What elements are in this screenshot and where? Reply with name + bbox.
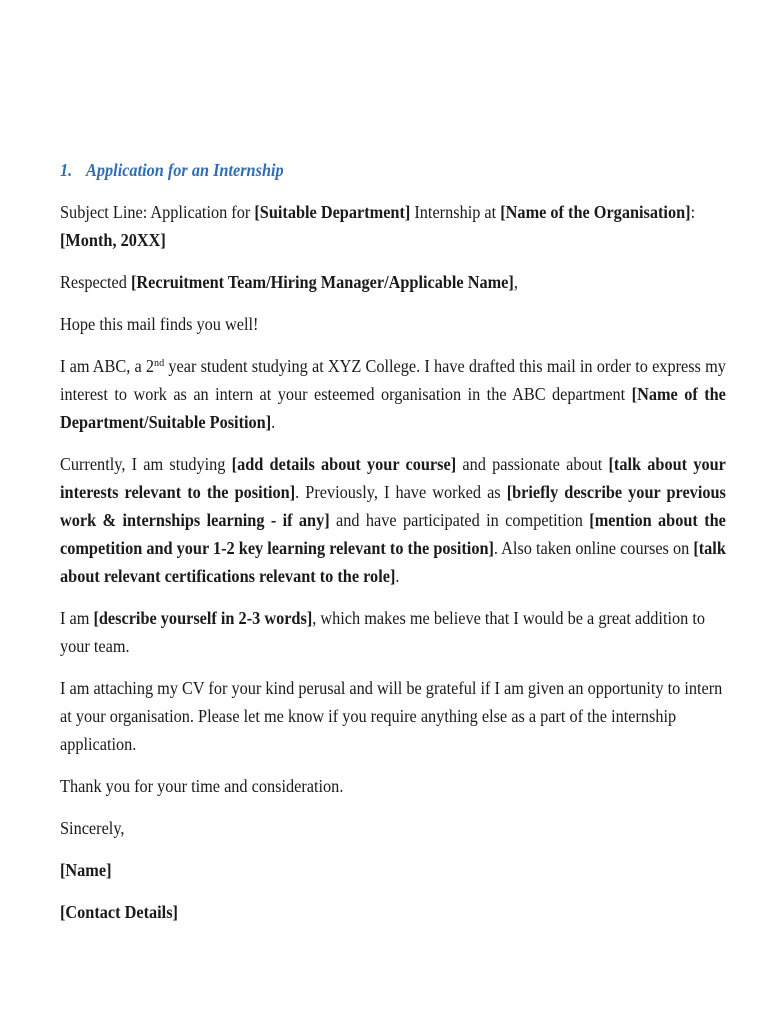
- attachment-paragraph: I am attaching my CV for your kind perusal and will be grateful if I am given an opportunity to intern at your organisation. Please let me know if you require anything else as a part of the internship application.: [60, 678, 723, 754]
- subject-organisation: [Name of the Organisation]: [500, 202, 691, 222]
- details-text-4: and have participated in competition: [329, 510, 590, 530]
- section-heading: [60, 156, 726, 184]
- signature-contact: [60, 898, 726, 926]
- name-placeholder: [Name]: [60, 860, 112, 880]
- subject-line: [60, 198, 726, 254]
- details-competition: [mention about the competition and your 1-2 key learning relevant to the position]: [60, 510, 726, 558]
- greeting: Hope this mail finds you well!: [60, 314, 259, 334]
- details-end: .: [395, 566, 400, 586]
- details-certifications: [talk about relevant certifications relevant to the role]: [60, 538, 726, 586]
- self-text-2: , which makes me believe that I would be a great addition to your team.: [60, 608, 705, 656]
- intro-text-2: year student studying at XYZ College. I have drafted this mail in order to express my interest to work as an intern at your esteemed organisation in the ABC department: [60, 356, 726, 404]
- subject-mid: Internship at: [410, 202, 501, 222]
- salutation-suffix: ,: [513, 272, 518, 292]
- salutation-name: [Recruitment Team/Hiring Manager/Applicable Name]: [130, 272, 514, 292]
- subject-colon: :: [690, 202, 696, 222]
- self-text-1: I am: [60, 608, 94, 628]
- contact-placeholder: [Contact Details]: [60, 902, 178, 922]
- intro-superscript: nd: [153, 357, 165, 369]
- subject-prefix: Subject Line: Application for: [60, 202, 255, 222]
- salutation-prefix: Respected: [60, 272, 131, 292]
- closing-line: Sincerely,: [60, 818, 125, 838]
- intro-paragraph: [60, 352, 726, 436]
- subject-month: [Month, 20XX]: [60, 230, 166, 250]
- details-interests: [talk about your interests relevant to the position]: [60, 454, 726, 502]
- letter-body: [60, 156, 726, 940]
- heading-title: Application for an Internship: [86, 160, 284, 180]
- details-text-3: . Previously, I have worked as: [295, 482, 507, 502]
- details-text-1: Currently, I am studying: [60, 454, 232, 474]
- heading-number: 1.: [60, 160, 73, 180]
- self-words: [describe yourself in 2-3 words]: [93, 608, 313, 628]
- details-previous-work: [briefly describe your previous work & internships learning - if any]: [60, 482, 726, 530]
- salutation: [60, 268, 726, 296]
- details-text-5: . Also taken online courses on: [493, 538, 694, 558]
- self-description: [60, 604, 726, 660]
- intro-text-1: I am ABC, a 2: [60, 356, 154, 376]
- subject-department: [Suitable Department]: [254, 202, 411, 222]
- intro-position: [Name of the Department/Suitable Position]: [60, 384, 726, 432]
- details-paragraph: [60, 450, 726, 590]
- signature-name: [60, 856, 726, 884]
- thanks-line: Thank you for your time and consideration.: [60, 776, 344, 796]
- details-course: [add details about your course]: [231, 454, 457, 474]
- details-text-2: and passionate about: [456, 454, 609, 474]
- intro-end: .: [271, 412, 276, 432]
